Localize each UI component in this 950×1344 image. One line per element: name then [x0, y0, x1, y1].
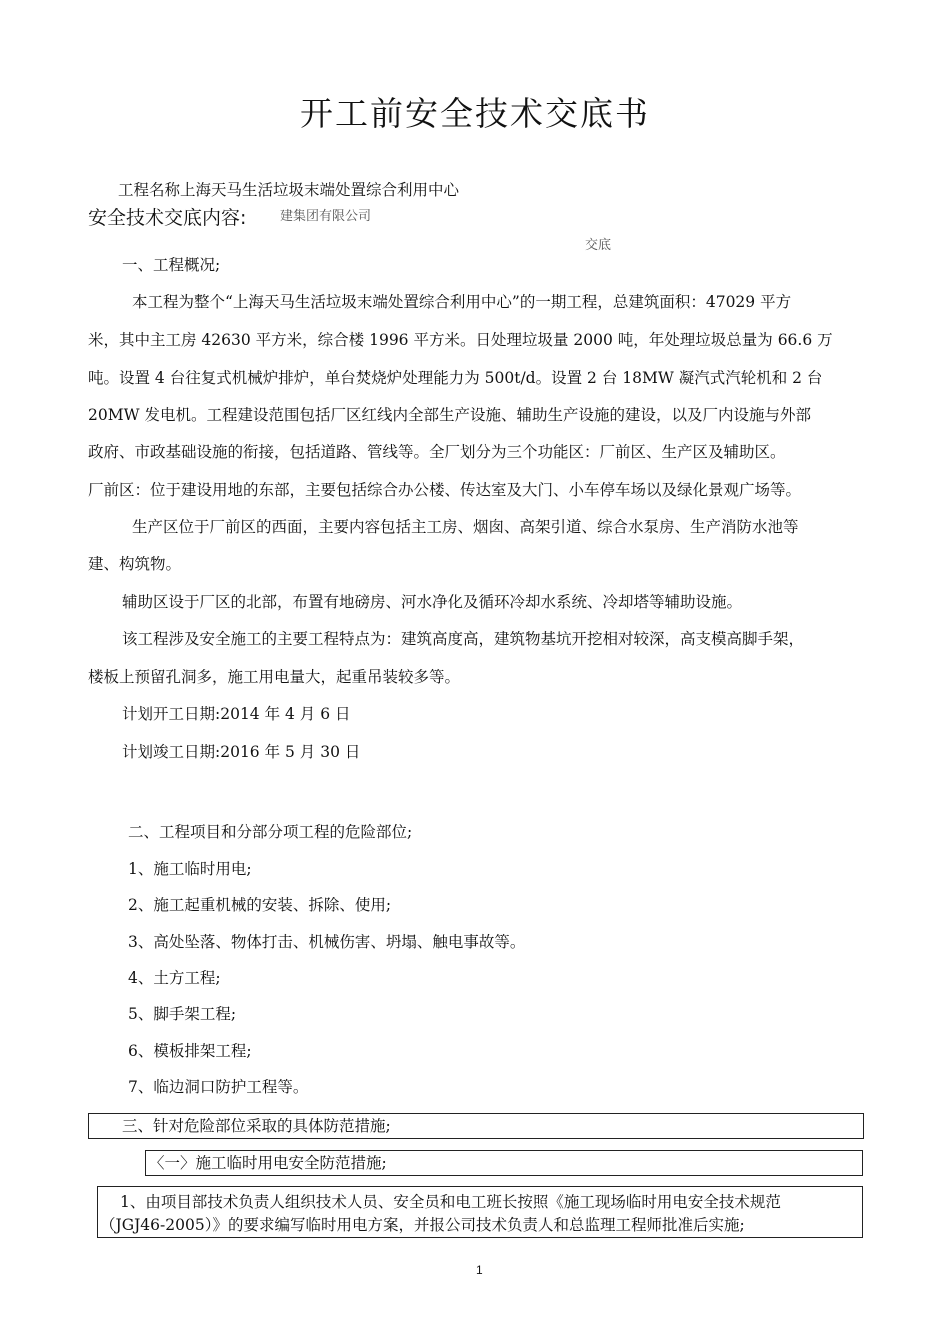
start-date: 计划开工日期:2014 年 4 月 6 日: [122, 705, 351, 723]
document-title: 开工前安全技术交底书: [300, 94, 650, 133]
measure-line: 1、由项目部技术负责人组织技术人员、安全员和电工班长按照《施工现场临时用电安全技术规范: [120, 1193, 781, 1211]
hazard-item: 2、施工起重机械的安装、拆除、使用;: [128, 896, 392, 914]
overview-line: 米，其中主工房 42630 平方米，综合楼 1996 平方米。日处理垃圾量 2000 吨，年处理垃圾总量为 66.6 万: [88, 331, 833, 349]
overview-line: 建、构筑物。: [88, 555, 182, 573]
measure-item-box: [97, 1186, 863, 1238]
section3-heading-box: [88, 1113, 864, 1139]
hazard-item: 3、高处坠落、物体打击、机械伤害、坍塌、触电事故等。: [128, 933, 526, 951]
hazard-item: 4、土方工程;: [128, 969, 221, 987]
ghost-company-text: 建集团有限公司: [280, 209, 372, 224]
overview-line: 20MW 发电机。工程建设范围包括厂区红线内全部生产设施、辅助生产设施的建设，以及厂内设施与外部: [88, 406, 811, 424]
section1-heading: 一、工程概况;: [122, 256, 221, 274]
hazard-item: 6、模板排架工程;: [128, 1042, 252, 1060]
subsection-heading-box: [145, 1150, 863, 1176]
safety-content-heading: 安全技术交底内容:: [88, 207, 247, 229]
ghost-label-text: 交底: [585, 238, 612, 253]
hazard-item: 1、施工临时用电;: [128, 860, 252, 878]
overview-line: 生产区位于厂前区的西面，主要内容包括主工房、烟囱、高架引道、综合水泵房、生产消防水池等: [132, 518, 799, 536]
end-date: 计划竣工日期:2016 年 5 月 30 日: [122, 743, 361, 761]
section3-heading: 三、针对危险部位采取的具体防范措施;: [122, 1117, 391, 1135]
subsection-heading: 〈一〉施工临时用电安全防范措施;: [149, 1154, 387, 1172]
overview-line: 楼板上预留孔洞多，施工用电量大，起重吊装较多等。: [88, 668, 461, 686]
hazard-item: 5、脚手架工程;: [128, 1005, 237, 1023]
overview-line: 该工程涉及安全施工的主要工程特点为：建筑高度高，建筑物基坑开挖相对较深，高支模高脚手架，: [122, 630, 805, 648]
project-name-line: 工程名称上海天马生活垃圾末端处置综合利用中心: [118, 181, 460, 199]
overview-line: 政府、市政基础设施的衔接，包括道路、管线等。全厂划分为三个功能区：厂前区、生产区及辅助区。: [88, 443, 786, 461]
overview-line: 吨。设置 4 台往复式机械炉排炉，单台焚烧炉处理能力为 500t/d。设置 2 台 18MW 凝汽式汽轮机和 2 台: [88, 369, 823, 387]
overview-line: 厂前区：位于建设用地的东部，主要包括综合办公楼、传达室及大门、小车停车场以及绿化景观广场等。: [88, 481, 802, 499]
page-number: 1: [476, 1263, 483, 1277]
hazard-item: 7、临边洞口防护工程等。: [128, 1078, 309, 1096]
overview-line: 辅助区设于厂区的北部，布置有地磅房、河水净化及循环冷却水系统、冷却塔等辅助设施。: [122, 593, 743, 611]
overview-line: 本工程为整个“上海天马生活垃圾末端处置综合利用中心”的一期工程，总建筑面积：47029 平方: [132, 293, 792, 311]
measure-line: （JGJ46-2005）》的要求编写临时用电方案，并报公司技术负责人和总监理工程师批准后实施;: [100, 1216, 745, 1234]
section2-heading: 二、工程项目和分部分项工程的危险部位;: [128, 823, 413, 841]
